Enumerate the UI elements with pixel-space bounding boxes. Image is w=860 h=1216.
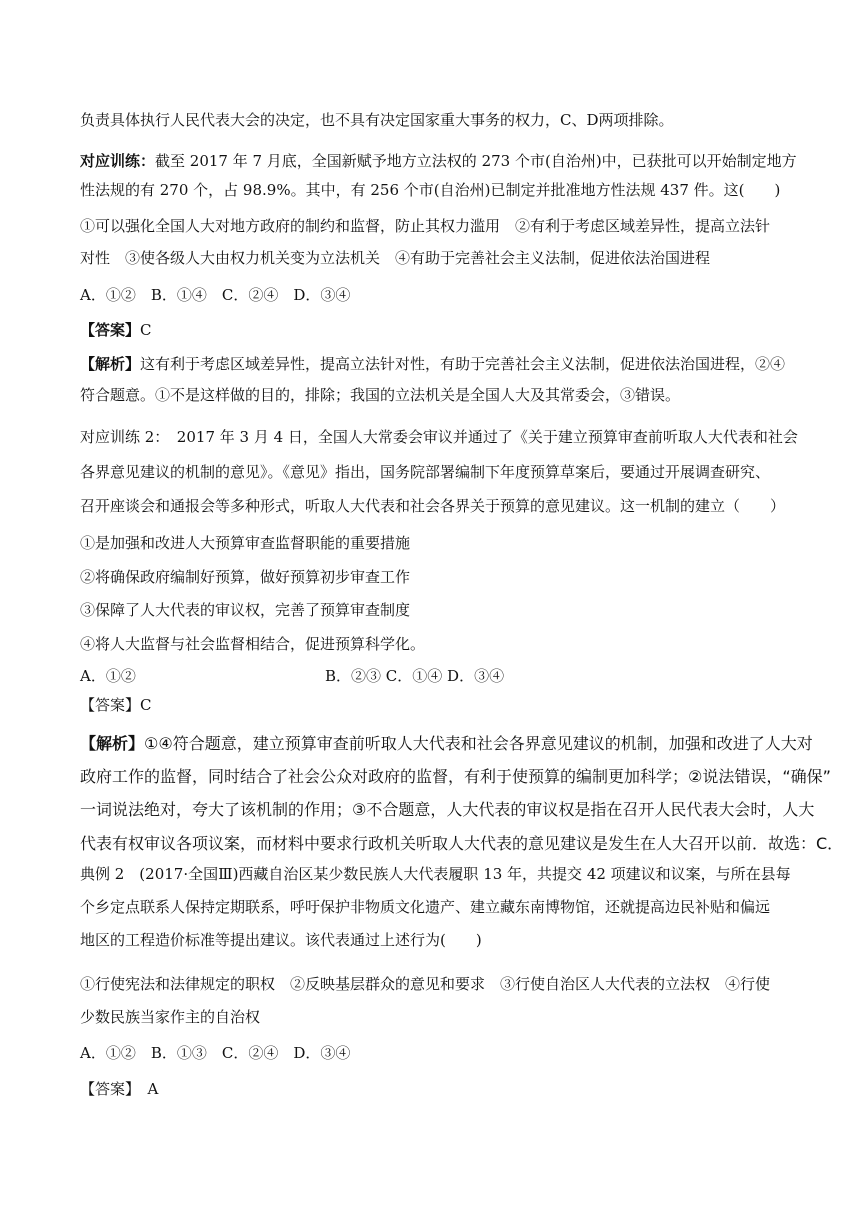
analysis-line bbox=[80, 734, 813, 754]
answer-options bbox=[80, 666, 504, 686]
answer-label: 【答案】 bbox=[80, 321, 141, 339]
text-line: 对应训练 2： 2017 年 3 月 4 日，全国人大常委会审议并通过了《关于建立预算审查前听取人大代表和社会 bbox=[80, 428, 798, 446]
answer-line bbox=[80, 320, 152, 340]
text-line: ①是加强和改进人大预算审查监督职能的重要措施 bbox=[80, 534, 411, 552]
text-line: ③保障了人大代表的审议权，完善了预算审查制度 bbox=[80, 601, 411, 619]
text-line: 对性 ③使各级人大由权力机关变为立法机关 ④有助于完善社会主义法制，促进依法治国进程 bbox=[80, 249, 711, 267]
analysis-text: 这有利于考虑区域差异性，提高立法针对性，有助于完善社会主义法制，促进依法治国进程，②④ bbox=[140, 355, 786, 373]
text-line: 负责具体执行人民代表大会的决定，也不具有决定国家重大事务的权力，C、D两项排除。 bbox=[80, 111, 674, 129]
question-intro bbox=[80, 151, 797, 171]
text-line: ①可以强化全国人大对地方政府的制约和监督，防止其权力滥用 ②有利于考虑区域差异性，提高立法针 bbox=[80, 217, 771, 235]
answer-value: C bbox=[140, 321, 152, 339]
analysis-text: ①④符合题意，建立预算审查前听取人大代表和社会各界意见建议的机制，加强和改进了人大对 bbox=[144, 734, 813, 753]
text-line: 召开座谈会和通报会等多种形式，听取人大代表和社会各界关于预算的意见建议。这一机制的建立（ ） bbox=[80, 497, 786, 515]
text-line: ④将人大监督与社会监督相结合，促进预算科学化。 bbox=[80, 635, 426, 653]
analysis-label: 【解析】 bbox=[80, 734, 145, 753]
text-line: 个乡定点联系人保持定期联系，呼吁保护非物质文化遗产、建立藏东南博物馆，还就提高边民补贴和偏远 bbox=[80, 898, 771, 916]
text-line: 符合题意。①不是这样做的目的，排除；我国的立法机关是全国人大及其常委会，③错误。 bbox=[80, 386, 681, 404]
training-label: 对应训练： bbox=[80, 152, 156, 170]
text-line: 截至 2017 年 7 月底，全国新赋予地方立法权的 273 个市(自治州)中，已获批可以开始制定地方 bbox=[155, 152, 797, 170]
option-rest: B．②③ C．①④ D．③④ bbox=[325, 667, 505, 685]
text-line: 一词说法绝对，夸大了该机制的作用；③不合题意，人大代表的审议权是指在召开人民代表大会时，人大 bbox=[80, 800, 815, 819]
text-line: 地区的工程造价标准等提出建议。该代表通过上述行为( ) bbox=[80, 931, 482, 949]
text-line: ②将确保政府编制好预算，做好预算初步审查工作 bbox=[80, 568, 411, 586]
text-line: 各界意见建议的机制的意见》。《意见》指出，国务院部署编制下年度预算草案后，要通过开展调查研究、 bbox=[80, 463, 771, 481]
answer-options: A．①② B．①④ C．②④ D．③④ bbox=[80, 286, 351, 304]
answer-options: A．①② B．①③ C．②④ D．③④ bbox=[80, 1044, 351, 1062]
answer-line: 【答案】 A bbox=[80, 1080, 159, 1098]
answer-line: 【答案】C bbox=[80, 696, 152, 714]
analysis-label: 【解析】 bbox=[80, 355, 141, 373]
option-a: A．①② bbox=[80, 667, 136, 685]
text-line: ①行使宪法和法律规定的职权 ②反映基层群众的意见和要求 ③行使自治区人大代表的立法权 ④行使 bbox=[80, 975, 771, 993]
text-line: 少数民族当家作主的自治权 bbox=[80, 1008, 261, 1026]
text-line: 性法规的有 270 个，占 98.9%。其中，有 256 个市(自治州)已制定并批准地方性法规 437 件。这( ) bbox=[80, 181, 781, 199]
text-line: 代表有权审议各项议案，而材料中要求行政机关听取人大代表的意见建议是发生在人大召开以前．故选：C． bbox=[80, 834, 844, 853]
text-line: 典例 2 (2017·全国Ⅲ)西藏自治区某少数民族人大代表履职 13 年，共提交 42 项建议和议案，与所在县每 bbox=[80, 865, 791, 883]
text-line: 政府工作的监督，同时结合了社会公众对政府的监督，有利于使预算的编制更加科学；②说法错误，“确保” bbox=[80, 767, 831, 786]
analysis-line bbox=[80, 354, 785, 374]
